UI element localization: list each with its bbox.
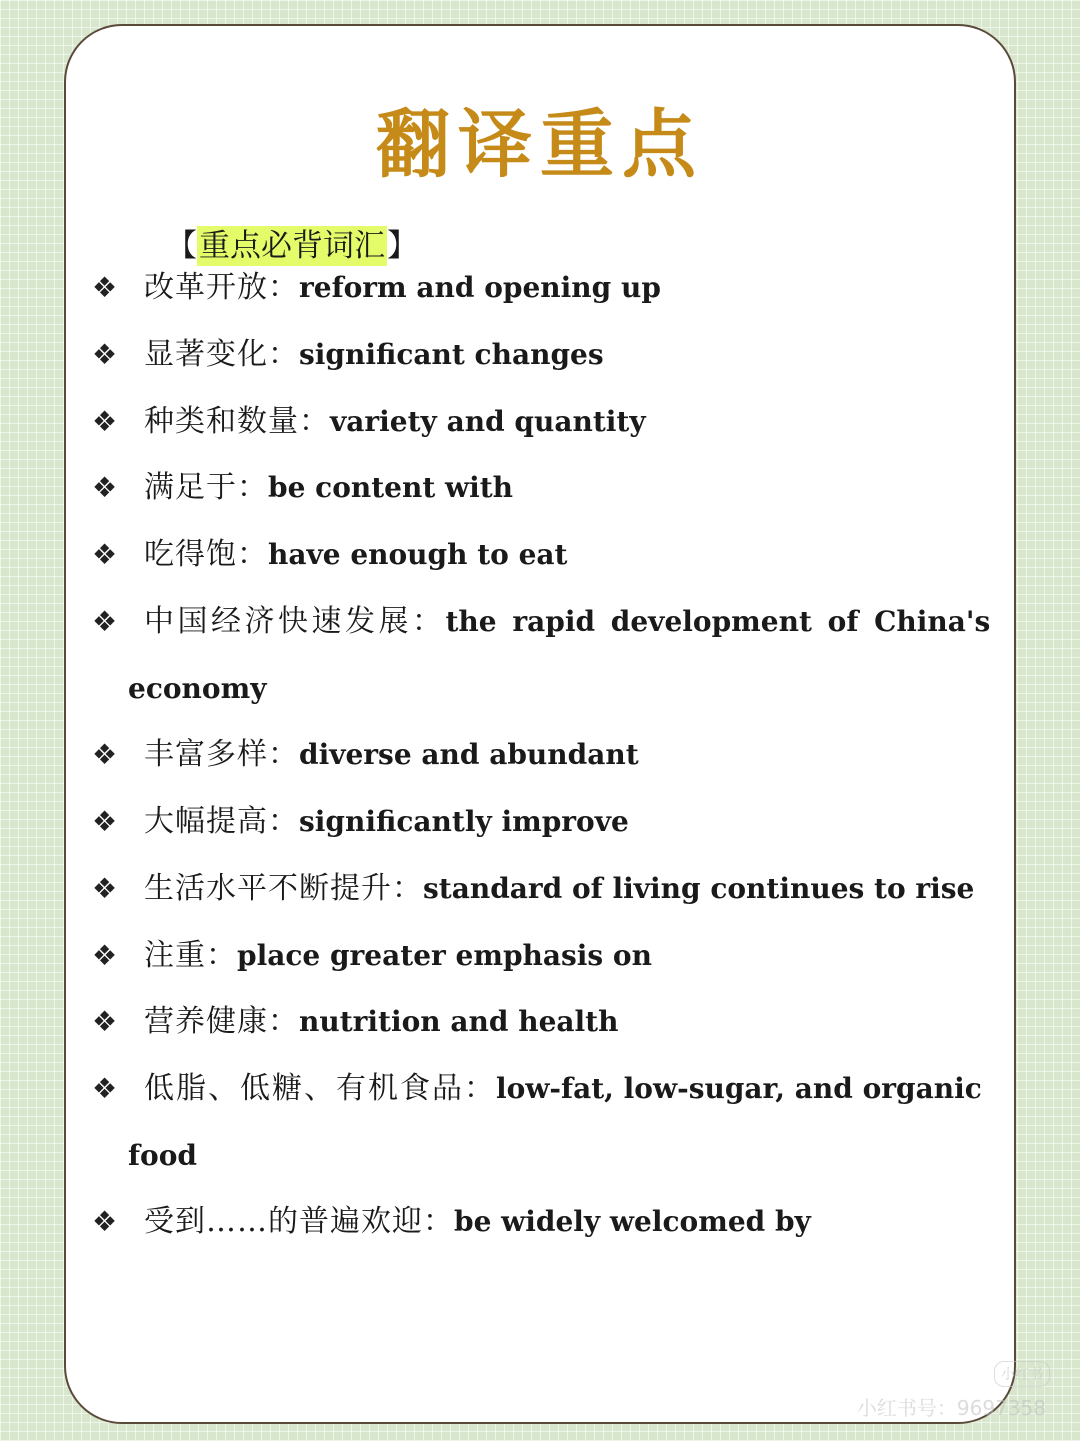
section-heading	[166, 222, 418, 270]
vocab-item	[92, 1065, 992, 1180]
vocab-item	[92, 932, 992, 980]
vocab-item	[92, 264, 992, 312]
diamond-four-icon: ❖	[92, 471, 118, 504]
vocab-english: variety and quantity	[330, 405, 646, 438]
diamond-four-icon: ❖	[92, 338, 118, 371]
vocab-item	[92, 1198, 992, 1246]
diamond-four-icon: ❖	[92, 1005, 118, 1038]
vocab-chinese: 大幅提高：	[144, 804, 299, 839]
vocab-english: reform and opening up	[299, 271, 661, 304]
vocab-item	[92, 464, 992, 512]
diamond-four-icon: ❖	[92, 1072, 118, 1105]
bracket-close: 】	[387, 228, 418, 264]
page-title: 翻译重点	[376, 102, 704, 188]
vocab-english: be widely welcomed by	[454, 1205, 811, 1238]
vocab-english: nutrition and health	[299, 1005, 619, 1038]
diamond-four-icon: ❖	[92, 1205, 118, 1238]
vocab-chinese: 生活水平不断提升：	[144, 871, 423, 906]
watermark-logo: 小红书	[994, 1361, 1050, 1387]
diamond-four-icon: ❖	[92, 271, 118, 304]
vocab-chinese: 注重：	[144, 938, 237, 973]
watermark-text: 小红书号：9697358	[856, 1396, 1046, 1420]
vocab-english: be content with	[268, 471, 514, 504]
vocab-item	[92, 998, 992, 1046]
vocab-item	[92, 798, 992, 846]
vocab-english: significant changes	[299, 338, 604, 371]
vocab-item	[92, 398, 992, 446]
vocab-chinese: 中国经济快速发展：	[144, 604, 446, 639]
vocab-chinese: 种类和数量：	[144, 404, 330, 439]
vocab-english: have enough to eat	[268, 538, 568, 571]
vocab-chinese: 显著变化：	[144, 337, 299, 372]
vocab-english: diverse and abundant	[299, 738, 639, 771]
vocab-item	[92, 731, 992, 779]
diamond-four-icon: ❖	[92, 405, 118, 438]
diamond-four-icon: ❖	[92, 805, 118, 838]
vocab-english-continued: economy	[128, 672, 267, 705]
vocab-item	[92, 865, 992, 913]
vocab-english: low-fat, low-sugar, and organic	[496, 1072, 982, 1105]
diamond-four-icon: ❖	[92, 738, 118, 771]
vocab-english: place greater emphasis on	[237, 939, 652, 972]
diamond-four-icon: ❖	[92, 538, 118, 571]
vocab-chinese: 吃得饱：	[144, 537, 268, 572]
vocab-item	[92, 531, 992, 579]
vocab-chinese: 改革开放：	[144, 270, 299, 305]
vocab-chinese: 营养健康：	[144, 1004, 299, 1039]
vocab-chinese: 低脂、低糖、有机食品：	[144, 1071, 496, 1106]
vocab-item	[92, 598, 992, 713]
diamond-four-icon: ❖	[92, 872, 118, 905]
vocab-item	[92, 331, 992, 379]
vocab-english: standard of living continues to rise	[423, 872, 975, 905]
diamond-four-icon: ❖	[92, 605, 118, 638]
section-heading-label: 重点必背词汇	[199, 228, 385, 264]
vocab-english: significantly improve	[299, 805, 629, 838]
vocab-chinese: 受到……的普遍欢迎：	[144, 1204, 454, 1239]
diamond-four-icon: ❖	[92, 939, 118, 972]
vocab-chinese: 满足于：	[144, 470, 268, 505]
vocab-chinese: 丰富多样：	[144, 737, 299, 772]
vocab-english-continued: food	[128, 1139, 197, 1172]
bracket-open: 【	[166, 228, 197, 264]
vocab-english: the rapid development of China's	[445, 605, 991, 638]
